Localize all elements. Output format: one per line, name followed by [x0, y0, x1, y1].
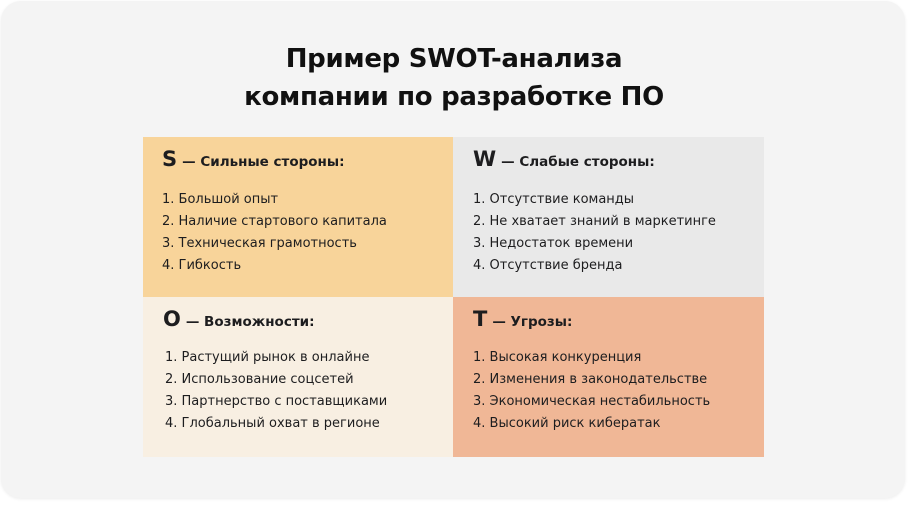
quadrant-label: — Сильные стороны:: [182, 154, 345, 170]
quadrant-weaknesses: [453, 137, 764, 297]
quadrant-list: [162, 347, 453, 435]
list-item: 4. Отсутствие бренда: [473, 258, 623, 273]
page-title: [0, 40, 908, 116]
quadrant-label: — Угрозы:: [492, 314, 573, 330]
list-item: 2. Не хватает знаний в маркетинге: [473, 214, 716, 229]
list-item: 4. Высокий риск кибератак: [473, 416, 661, 431]
title-line-2: компании по разработке ПО: [244, 82, 664, 112]
list-item: 1. Растущий рынок в онлайне: [165, 350, 370, 365]
list-item: 2. Использование соцсетей: [165, 372, 354, 387]
quadrant-letter: W: [473, 147, 497, 171]
list-item: 3. Партнерство с поставщиками: [165, 394, 388, 409]
list-item: 4. Гибкость: [162, 258, 242, 273]
list-item: 2. Наличие стартового капитала: [162, 214, 387, 229]
quadrant-letter: S: [162, 147, 178, 171]
quadrant-list: [473, 189, 764, 277]
title-line-1: Пример SWOT-анализа: [285, 44, 623, 74]
quadrant-letter: O: [163, 307, 181, 331]
quadrant-opportunities: [143, 297, 453, 457]
quadrant-letter: T: [473, 307, 488, 331]
quadrant-heading: [162, 307, 453, 335]
quadrant-threats: [453, 297, 764, 457]
quadrant-strengths: [143, 137, 453, 297]
list-item: 3. Недостаток времени: [473, 236, 634, 251]
quadrant-label: — Возможности:: [185, 314, 315, 330]
list-item: 1. Отсутствие команды: [473, 192, 635, 207]
list-item: 3. Экономическая нестабильность: [473, 394, 711, 409]
quadrant-heading: [473, 147, 764, 175]
list-item: 3. Техническая грамотность: [162, 236, 357, 251]
list-item: 1. Большой опыт: [162, 192, 279, 207]
swot-grid: [143, 137, 763, 457]
quadrant-heading: [162, 147, 453, 175]
quadrant-heading: [473, 307, 764, 335]
quadrant-list: [162, 189, 453, 277]
list-item: 2. Изменения в законодательстве: [473, 372, 708, 387]
quadrant-list: [473, 347, 764, 435]
list-item: 1. Высокая конкуренция: [473, 350, 642, 365]
quadrant-label: — Слабые стороны:: [501, 154, 655, 170]
list-item: 4. Глобальный охват в регионе: [165, 416, 380, 431]
